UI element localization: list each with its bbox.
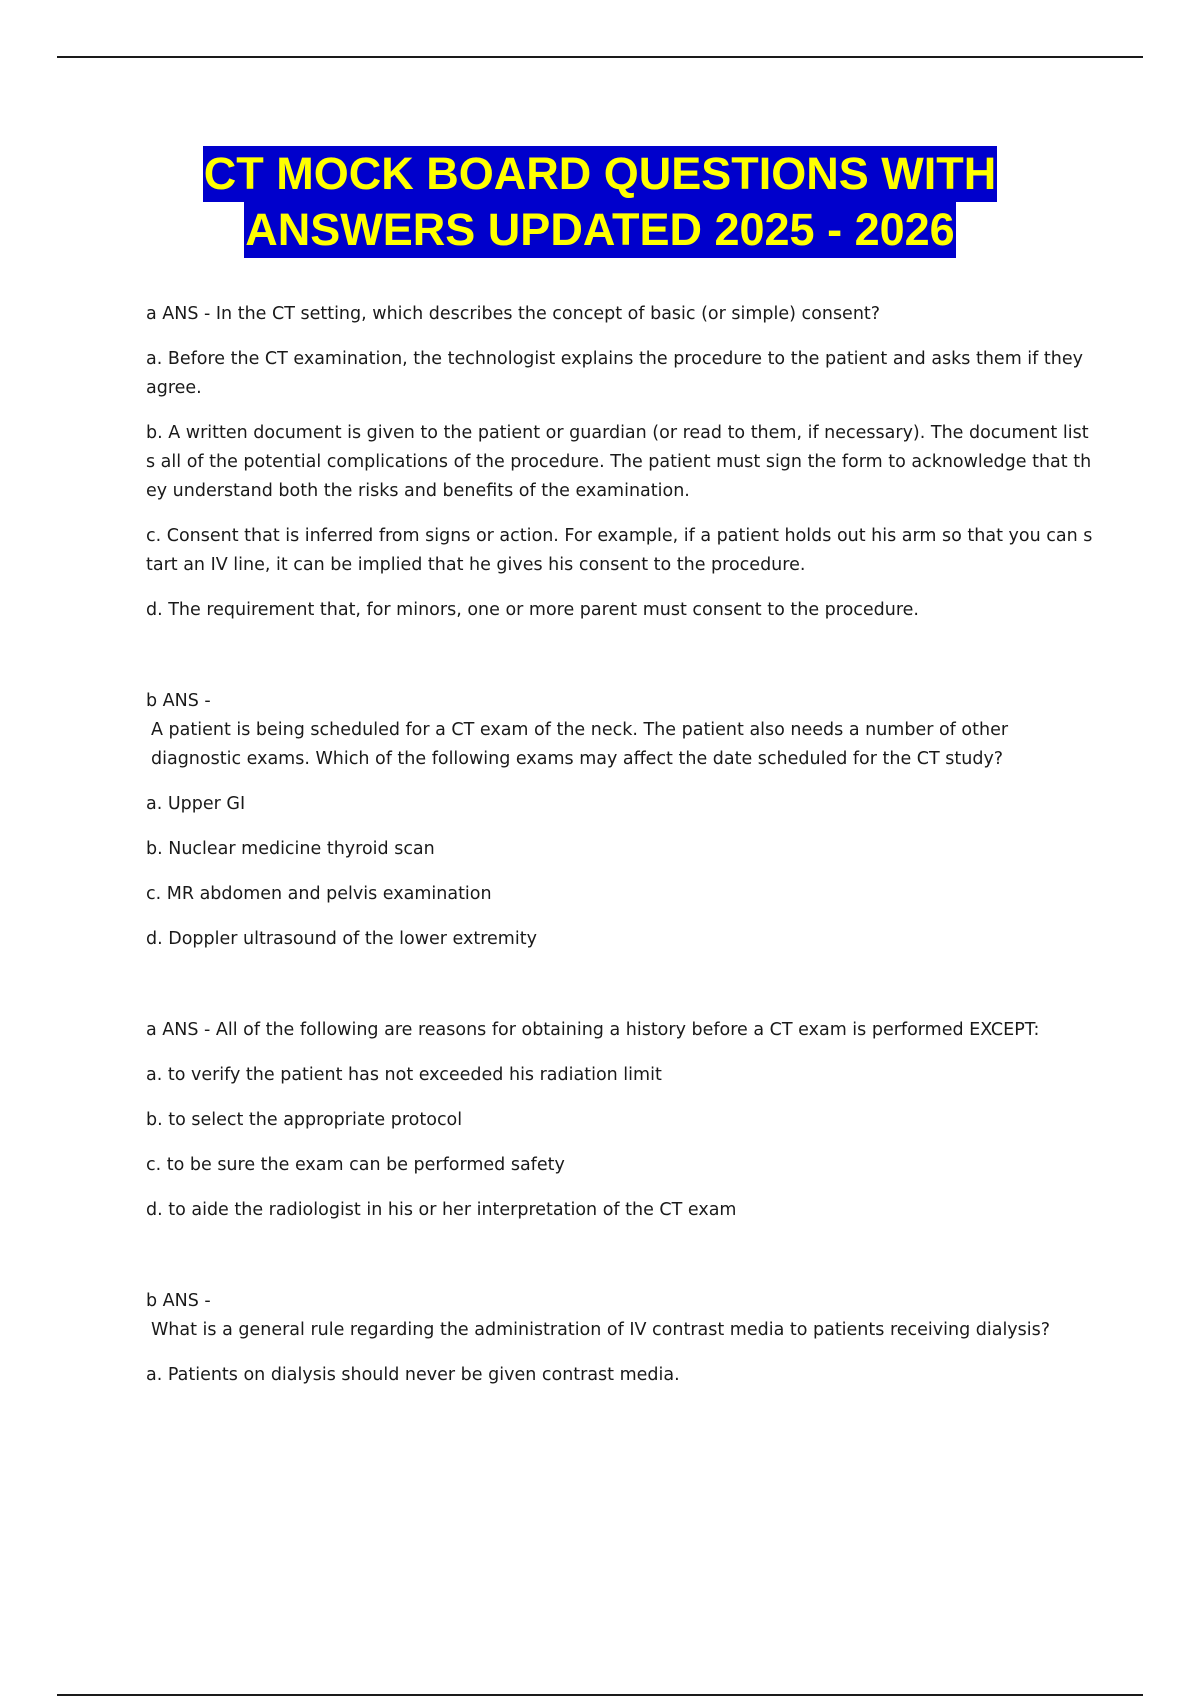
top-rule bbox=[57, 56, 1143, 58]
spacer bbox=[146, 641, 1096, 687]
title-line-2: ANSWERS UPDATED 2025 - 2026 bbox=[244, 202, 955, 258]
option-b: b. Nuclear medicine thyroid scan bbox=[146, 839, 435, 859]
question-block-1 bbox=[146, 300, 1096, 625]
bottom-rule bbox=[57, 1694, 1143, 1696]
question-block-4 bbox=[146, 1287, 1096, 1390]
option-c: c. to be sure the exam can be performed safety bbox=[146, 1155, 565, 1175]
option-c: c. MR abdomen and pelvis examination bbox=[146, 884, 492, 904]
option-b: b. to select the appropriate protocol bbox=[146, 1110, 463, 1130]
option-d: d. The requirement that, for minors, one or more parent must consent to the procedure. bbox=[146, 600, 919, 620]
answer-line: b ANS - bbox=[146, 691, 211, 711]
title-line-1: CT MOCK BOARD QUESTIONS WITH bbox=[203, 146, 997, 202]
option-a: a. Patients on dialysis should never be given contrast media. bbox=[146, 1365, 680, 1385]
question-text: What is a general rule regarding the administration of IV contrast media to patients receiving dialysis? bbox=[151, 1320, 1051, 1340]
document-title bbox=[0, 146, 1200, 258]
spacer bbox=[146, 970, 1096, 1016]
option-a: a. to verify the patient has not exceeded his radiation limit bbox=[146, 1065, 662, 1085]
option-b: b. A written document is given to the patient or guardian (or read to them, if necessary). The document lists all of the potential complications of the procedure. The patient must sign the form to acknowledge that they understand both the risks and benefits of the examination. bbox=[146, 423, 1092, 501]
answer-question-line: a ANS - All of the following are reasons for obtaining a history before a CT exam is performed EXCEPT: bbox=[146, 1020, 1040, 1040]
question-block-3 bbox=[146, 1016, 1096, 1225]
answer-question-line: a ANS - In the CT setting, which describes the concept of basic (or simple) consent? bbox=[146, 304, 881, 324]
spacer bbox=[146, 1241, 1096, 1287]
question-block-2 bbox=[146, 687, 1096, 954]
option-a: a. Before the CT examination, the technologist explains the procedure to the patient and asks them if they agree. bbox=[146, 349, 1083, 398]
option-d: d. to aide the radiologist in his or her interpretation of the CT exam bbox=[146, 1200, 737, 1220]
option-c: c. Consent that is inferred from signs or action. For example, if a patient holds out his arm so that you can start an IV line, it can be implied that he gives his consent to the procedure. bbox=[146, 526, 1093, 575]
option-a: a. Upper GI bbox=[146, 794, 246, 814]
answer-line: b ANS - bbox=[146, 1291, 211, 1311]
document-body bbox=[146, 300, 1096, 1406]
question-text: A patient is being scheduled for a CT exam of the neck. The patient also needs a number of other diagnostic exams. Which of the following exams may affect the date scheduled for the CT study? bbox=[151, 720, 1009, 769]
option-d: d. Doppler ultrasound of the lower extremity bbox=[146, 929, 537, 949]
